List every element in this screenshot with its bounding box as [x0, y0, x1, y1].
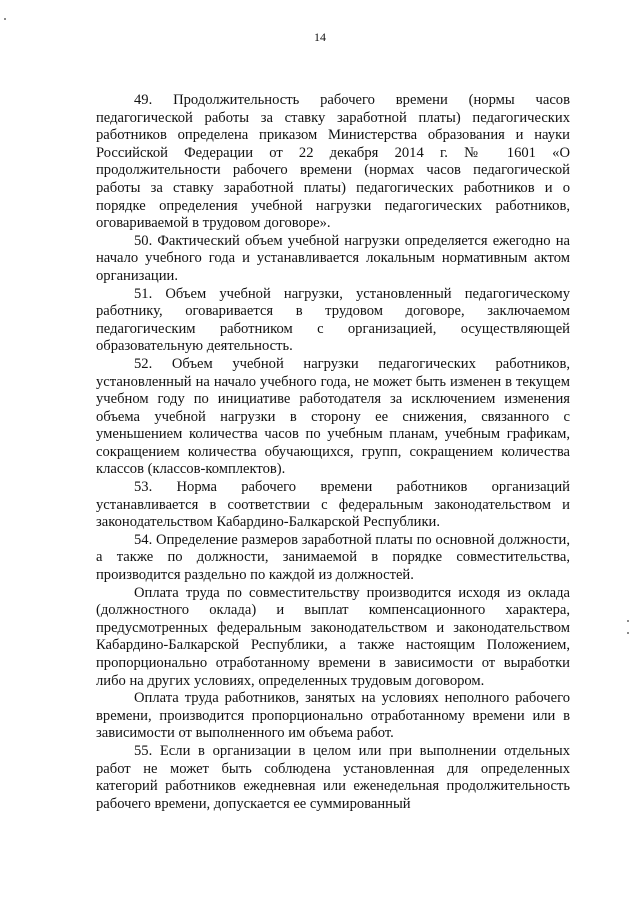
paragraph-50: 50. Фактический объем учебной нагрузки определяется ежегодно на начало учебного года и устанавливается локальным нормативным актом организации.: [96, 232, 570, 284]
paragraph-reduced-hours-pay: Оплата труда работников, занятых на условиях неполного рабочего времени, производится пропорционально отработанному времени или в зависимости от выполненного им объема работ.: [96, 690, 570, 742]
document-body: [96, 92, 570, 813]
paragraph-52: 52. Объем учебной нагрузки педагогических работников, установленный на начало учебного года, не может быть изменен в текущем учебном году по инициативе работодателя за исключением изменения объема учебной нагрузки в сторону ее снижения, связанного с уменьшением количества часов по учебным планам, учебным графикам, сокращением количества обучающихся, групп, сокращением количества классов (классов-комплектов).: [96, 355, 570, 478]
page-number: 14: [314, 30, 326, 44]
paragraph-part-time-pay: Оплата труда по совместительству производится исходя из оклада (должностного оклада) и выплат компенсационного характера, предусмотренных федеральным законодательством и законодательством Кабардино-Балкарской Республики, а также настоящим Положением, пропорционально отработанному времени в зависимости от выработки либо на других условиях, определенных трудовым договором.: [96, 584, 570, 689]
paragraph-49: 49. Продолжительность рабочего времени (нормы часов педагогической работы за ставку заработной платы) педагогических работников определена приказом Министерства образования и науки Российской Федерации от 22 декабря 2014 г. № 1601 «О продолжительности рабочего времени (нормах часов педагогической работы за ставку заработной платы) педагогических работников и о порядке определения учебной нагрузки педагогических работников, оговариваемой в трудовом договоре».: [96, 92, 570, 232]
paragraph-54: 54. Определение размеров заработной платы по основной должности, а также по должности, занимаемой в порядке совместительства, производится раздельно по каждой из должностей.: [96, 531, 570, 584]
scan-speck: [4, 18, 6, 20]
paragraph-55: 55. Если в организации в целом или при выполнении отдельных работ не может быть соблюдена установленная для определенных категорий работников ежедневная или еженедельная продолжительность рабочего времени, допускается ее суммированный: [96, 742, 570, 812]
scan-speck: [627, 632, 629, 634]
paragraph-53: 53. Норма рабочего времени работников организаций устанавливается в соответствии с федеральным законодательством и законодательством Кабардино-Балкарской Республики.: [96, 479, 570, 531]
scan-speck: [627, 620, 629, 622]
paragraph-51: 51. Объем учебной нагрузки, установленный педагогическому работнику, оговаривается в трудовом договоре, заключаемом педагогическим работником с организацией, осуществляющей образовательную деятельность.: [96, 285, 570, 355]
